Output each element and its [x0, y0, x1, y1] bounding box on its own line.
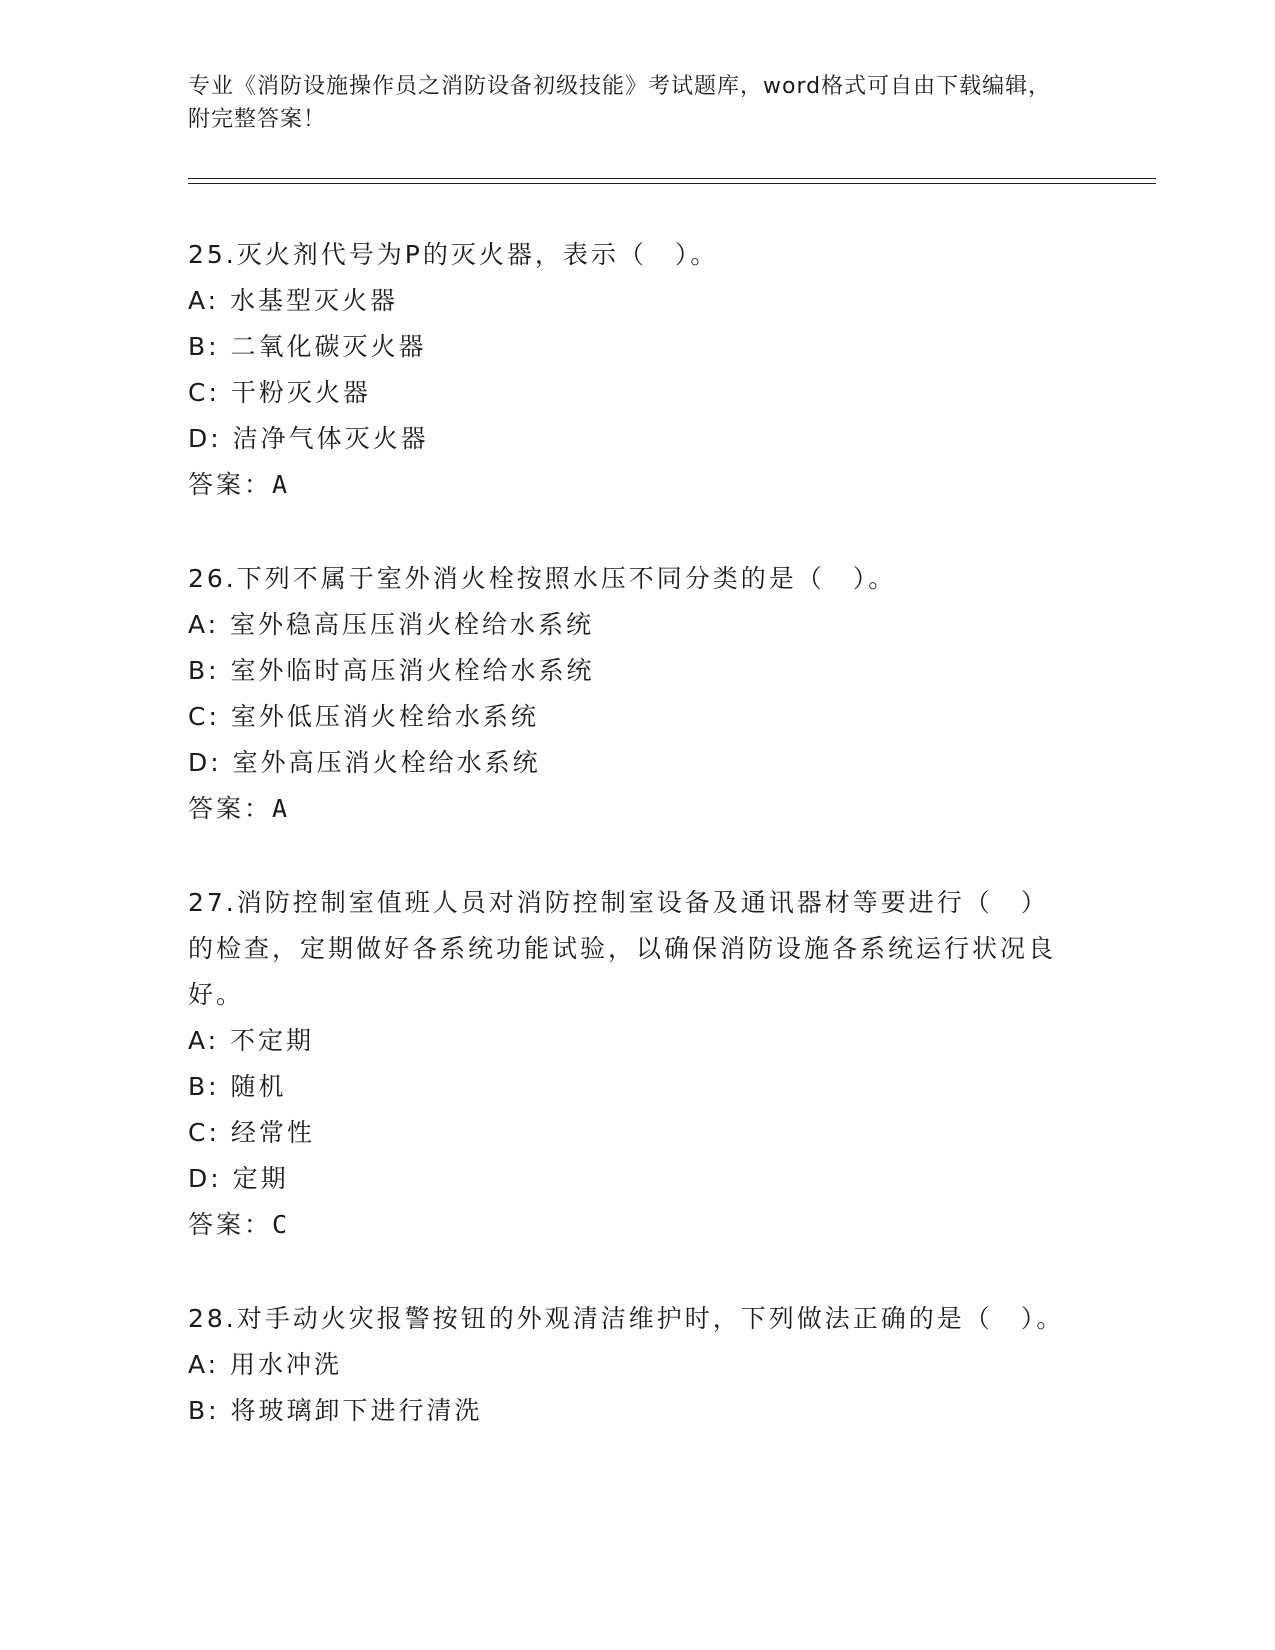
option-b: B: 随机	[188, 1072, 287, 1101]
question-26	[188, 556, 1068, 832]
question-text: 25.灭火剂代号为P的灭火器，表示（ ）。	[188, 240, 719, 269]
option-d: D: 定期	[188, 1164, 289, 1193]
option-c: C: 经常性	[188, 1118, 315, 1147]
document-intro: 专业《消防设施操作员之消防设备初级技能》考试题库，word格式可自由下载编辑，附完整答案！	[188, 74, 1052, 132]
option-b: B: 将玻璃卸下进行清洗	[188, 1396, 483, 1425]
question-list	[188, 232, 1068, 1482]
answer-label: 答案：	[188, 470, 273, 499]
answer-value: C	[272, 1210, 289, 1239]
question-text: 28.对手动火灾报警按钮的外观清洁维护时，下列做法正确的是（ ）。	[188, 1304, 1065, 1333]
answer-label: 答案：	[188, 794, 273, 823]
question-27	[188, 880, 1068, 1248]
question-text: 26.下列不属于室外消火栓按照水压不同分类的是（ ）。	[188, 564, 897, 593]
option-b: B: 室外临时高压消火栓给水系统	[188, 656, 595, 685]
question-text: 27.消防控制室值班人员对消防控制室设备及通讯器材等要进行（ ）的检查，定期做好各系统功能试验，以确保消防设施各系统运行状况良好。	[188, 888, 1057, 1009]
question-25	[188, 232, 1068, 508]
answer-line	[188, 786, 1068, 832]
option-a: A: 室外稳高压压消火栓给水系统	[188, 610, 595, 639]
option-a: A: 不定期	[188, 1026, 315, 1055]
answer-line	[188, 462, 1068, 508]
answer-value: A	[272, 794, 289, 823]
header-divider-top	[188, 178, 1156, 179]
option-b: B: 二氧化碳灭火器	[188, 332, 427, 361]
option-a: A: 用水冲洗	[188, 1350, 343, 1379]
answer-label: 答案：	[188, 1210, 273, 1239]
question-28	[188, 1296, 1068, 1434]
answer-line	[188, 1202, 1068, 1248]
header-divider-bottom	[188, 183, 1156, 184]
option-c: C: 室外低压消火栓给水系统	[188, 702, 539, 731]
option-a: A: 水基型灭火器	[188, 286, 399, 315]
answer-value: A	[272, 470, 289, 499]
option-d: D: 室外高压消火栓给水系统	[188, 748, 541, 777]
option-c: C: 干粉灭火器	[188, 378, 371, 407]
option-d: D: 洁净气体灭火器	[188, 424, 429, 453]
